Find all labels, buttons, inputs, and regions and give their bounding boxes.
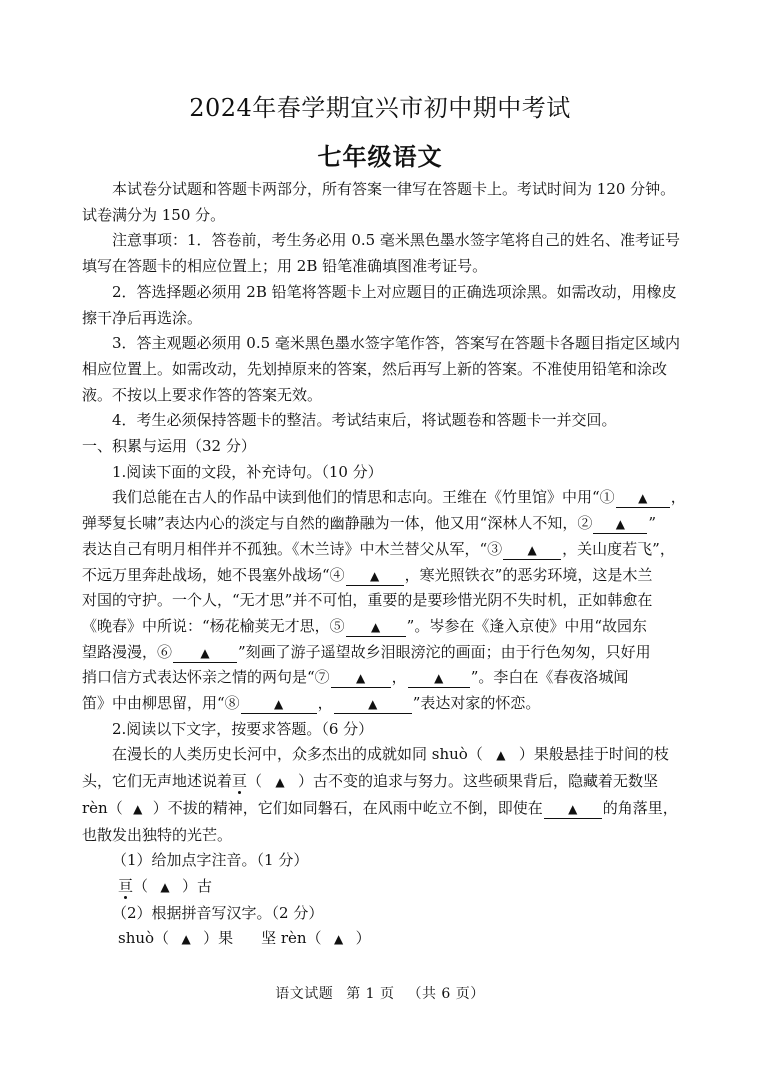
note-line: 4．考生必须保持答题卡的整洁。考试结束后，将试题卷和答题卡一并交回。 bbox=[112, 411, 617, 430]
answer-blank bbox=[503, 540, 561, 560]
passage-line: 我们总能在古人的作品中读到他们的情思和志向。王维在《竹里馆》中用“① ▲ ， bbox=[112, 488, 686, 507]
sub-question: （2）根据拼音写汉字。（2 分） bbox=[112, 903, 324, 922]
note-line: 2．答选择题必须用 2B 铅笔将答题卡上对应题目的正确选项涂黑。如需改动，用橡皮 bbox=[112, 282, 677, 301]
triangle-marker-icon: ▲ bbox=[200, 645, 210, 660]
dotted-char: 亘 bbox=[232, 772, 248, 791]
answer-blank bbox=[346, 566, 404, 586]
triangle-marker-icon: ▲ bbox=[371, 619, 381, 634]
triangle-marker-icon: ▲ bbox=[356, 671, 366, 686]
passage-line: 望路漫漫，⑥ ▲ ”刻画了游子遥望故乡泪眼滂沱的画面；由于行色匆匆，只好用 bbox=[82, 642, 651, 661]
answer-blank bbox=[408, 668, 470, 688]
passage-line: 头，它们无声地述说着亘（ ▲ ）古不变的追求与努力。这些硕果背后，隐藏着无数坚 bbox=[82, 772, 659, 791]
triangle-marker-icon: ▲ bbox=[333, 932, 344, 947]
exam-title: 2024年春学期宜兴市初中期中考试 bbox=[189, 94, 571, 122]
question-prompt: 1.阅读下面的文段，补充诗句。（10 分） bbox=[112, 462, 383, 481]
passage-line: 在漫长的人类历史长河中，众多杰出的成就如同 shuò（ ▲ ）果般悬挂于时间的枝 bbox=[112, 745, 669, 764]
triangle-marker-icon: ▲ bbox=[133, 801, 143, 816]
answer-blank bbox=[331, 668, 391, 688]
note-line: 3．答主观题必须用 0.5 毫米黑色墨水签字笔作答，答案写在答题卡各题目指定区域内 bbox=[112, 334, 680, 353]
triangle-marker-icon: ▲ bbox=[496, 748, 506, 763]
question-prompt: 2.阅读以下文字，按要求答题。（6 分） bbox=[112, 719, 374, 738]
answer-blank bbox=[616, 488, 670, 508]
triangle-marker-icon: ▲ bbox=[160, 879, 170, 894]
passage-line: 也散发出独特的光芒。 bbox=[82, 825, 233, 844]
exam-body bbox=[82, 177, 686, 953]
sub-answer-line: shuò（ ▲ ）果 坚 rèn（ ▲ ） bbox=[118, 929, 371, 948]
triangle-marker-icon: ▲ bbox=[615, 517, 625, 532]
note-line: 擦干净后再选涂。 bbox=[82, 308, 203, 327]
triangle-marker-icon: ▲ bbox=[368, 697, 378, 712]
triangle-marker-icon: ▲ bbox=[370, 568, 380, 583]
triangle-marker-icon: ▲ bbox=[527, 542, 537, 557]
note-line: 相应位置上。如需改动，先划掉原来的答案，然后再写上新的答案。不准使用铅笔和涂改 bbox=[82, 359, 668, 378]
passage-line: 弹琴复长啸”表达内心的淡定与自然的幽静融为一体，他又用“深林人不知，② ▲ ” bbox=[82, 514, 657, 533]
page-footer bbox=[0, 983, 760, 1003]
passage-line: 对国的守护。一个人，“无才思”并不可怕，重要的是要珍惜光阴不失时机，正如韩愈在 bbox=[82, 591, 653, 610]
passage-line: 不远万里奔赴战场，她不畏塞外战场“④ ▲ ，寒光照铁衣”的恶劣环境，这是木兰 bbox=[82, 565, 653, 584]
footer-subject: 语文试题 bbox=[275, 986, 334, 1002]
note-line: 注意事项：1．答卷前，考生务必用 0.5 毫米黑色墨水签字笔将自己的姓名、准考证号 bbox=[112, 231, 680, 250]
intro-line: 试卷满分为 150 分。 bbox=[82, 205, 226, 224]
triangle-marker-icon: ▲ bbox=[568, 801, 578, 816]
passage-line: rèn（ ▲ ）不拔的精神，它们如同磐石，在风雨中屹立不倒，即使在 ▲ 的角落里， bbox=[82, 798, 678, 817]
sub-answer-line: 亘（ ▲ ）古 bbox=[118, 876, 213, 895]
answer-blank bbox=[544, 799, 602, 819]
triangle-marker-icon: ▲ bbox=[638, 491, 648, 506]
footer-page-number: 第 1 页 bbox=[346, 986, 395, 1002]
triangle-marker-icon: ▲ bbox=[275, 775, 285, 790]
passage-line: 《晚春》中所说：“杨花榆荚无才思，⑤ ▲ ”。岑参在《逢入京使》中用“故园东 bbox=[82, 616, 648, 635]
answer-blank bbox=[173, 643, 237, 663]
dotted-char: 亘 bbox=[118, 876, 134, 895]
footer-total-pages: （共 6 页） bbox=[407, 986, 485, 1002]
triangle-marker-icon: ▲ bbox=[181, 932, 191, 947]
section-heading: 一、积累与运用（32 分） bbox=[82, 437, 256, 456]
answer-blank bbox=[346, 617, 406, 637]
intro-line: 本试卷分试题和答题卡两部分，所有答案一律写在答题卡上。考试时间为 120 分钟。 bbox=[112, 180, 676, 198]
passage-line: 表达自己有明月相伴并不孤独。《木兰诗》中木兰替父从军，“③ ▲ ，关山度若飞”， bbox=[82, 539, 675, 558]
triangle-marker-icon: ▲ bbox=[434, 671, 444, 686]
answer-blank bbox=[334, 694, 412, 714]
exam-subtitle: 七年级语文 bbox=[317, 142, 443, 171]
note-line: 填写在答题卡的相应位置上；用 2B 铅笔准确填图准考证号。 bbox=[82, 257, 488, 276]
triangle-marker-icon: ▲ bbox=[274, 697, 284, 712]
answer-blank bbox=[241, 694, 317, 714]
note-line: 液。不按以上要求作答的答案无效。 bbox=[82, 385, 323, 404]
sub-question: （1）给加点字注音。（1 分） bbox=[112, 851, 309, 870]
answer-blank bbox=[593, 514, 647, 534]
passage-line: 捎口信方式表达怀亲之情的两句是“⑦ ▲ ， ▲ ”。李白在《春夜洛城闻 bbox=[82, 668, 629, 687]
passage-line: 笛》中由柳思留，用“⑧ ▲ ， ▲ ”表达对家的怀恋。 bbox=[82, 694, 541, 713]
